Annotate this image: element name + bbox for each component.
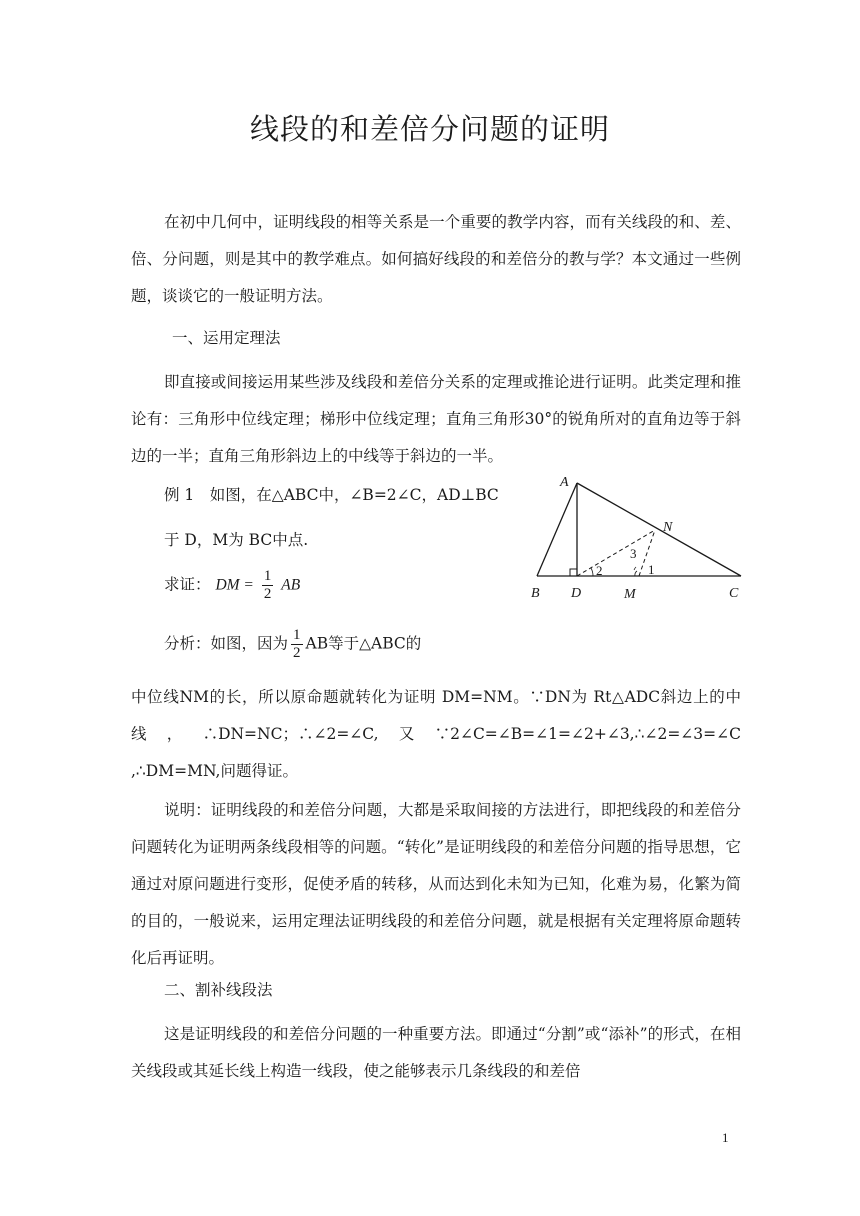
intro-paragraph: 在初中几何中，证明线段的相等关系是一个重要的教学内容，而有关线段的和、差、倍、分问题，则是其中的教学难点。如何搞好线段的和差倍分的教与学？本文通过一些例题，谈谈它的一般证明方法。 bbox=[131, 213, 741, 305]
angle-arc-2 bbox=[591, 568, 593, 576]
analysis-label: 分析：如图，因为 bbox=[164, 634, 289, 653]
angle-arc-1 bbox=[635, 571, 637, 576]
right-angle-mark bbox=[570, 569, 577, 576]
one-half-fraction bbox=[262, 568, 274, 603]
angle-label-3: 3 bbox=[630, 546, 637, 561]
angle-label-2: 2 bbox=[596, 563, 603, 578]
analysis-continuation: 中位线NM的长，所以原命题就转化为证明 DM=NM。∵DN为 Rt△ADC斜边上的中线，∴DN=NC；∴∠2=∠C,又∵2∠C=∠B=∠1=∠2+∠3,∴∠2=∠3=∠C ,∴DM=MN,问题得证。 bbox=[131, 688, 741, 780]
example1-line2: 于 D，M为 BC中点. bbox=[164, 531, 309, 549]
example1-line1: 例 1 如图，在△ABC中，∠B=2∠C，AD⊥BC bbox=[164, 486, 499, 504]
analysis-fraction bbox=[291, 627, 303, 662]
prove-label: 求证： bbox=[164, 575, 211, 594]
prove-lhs: DM = bbox=[215, 576, 254, 594]
label-d: D bbox=[571, 586, 582, 601]
label-c: C bbox=[729, 586, 739, 601]
angle-label-1: 1 bbox=[648, 562, 655, 577]
analysis-rhs: AB等于△ABC的 bbox=[305, 634, 422, 653]
segment-ab bbox=[537, 483, 577, 576]
triangle-figure bbox=[520, 470, 760, 610]
fraction-numerator: 1 bbox=[263, 568, 272, 584]
label-m: M bbox=[624, 587, 636, 602]
document-title: 线段的和差倍分问题的证明 bbox=[249, 112, 610, 146]
label-n: N bbox=[663, 520, 673, 535]
page-number: 1 bbox=[722, 1130, 729, 1145]
triangle-diagram bbox=[520, 470, 760, 610]
fraction-denominator: 2 bbox=[263, 586, 272, 602]
section1-heading: 一、运用定理法 bbox=[172, 329, 281, 347]
example1-prove bbox=[164, 568, 300, 603]
segment-dn bbox=[577, 530, 655, 576]
label-b: B bbox=[531, 586, 540, 601]
section1-paragraph: 即直接或间接运用某些涉及线段和差倍分关系的定理或推论进行证明。此类定理和推论有：三角形中位线定理；梯形中位线定理；直角三角形30°的锐角所对的直角边等于斜边的一半；直角三角形斜边上的中线等于斜边的一半。 bbox=[131, 373, 741, 465]
analysis-fraction-numerator: 1 bbox=[293, 627, 301, 643]
note-paragraph: 说明：证明线段的和差倍分问题，大都是采取间接的方法进行，即把线段的和差倍分问题转化为证明两条线段相等的问题。“转化”是证明线段的和差倍分问题的指导思想，它通过对原问题进行变形，促使矛盾的转移，从而达到化未知为已知，化难为易，化繁为简的目的，一般说来，运用定理法证明线段的和差倍分问题，就是根据有关定理将原命题转化后再证明。 bbox=[131, 801, 741, 967]
example1-analysis-line bbox=[164, 627, 421, 662]
analysis-fraction-denominator: 2 bbox=[293, 645, 301, 661]
label-a: A bbox=[560, 475, 569, 490]
section2-paragraph: 这是证明线段的和差倍分问题的一种重要方法。即通过“分割”或“添补”的形式，在相关线段或其延长线上构造一线段，使之能够表示几条线段的和差倍 bbox=[131, 1025, 741, 1080]
prove-rhs: AB bbox=[281, 576, 301, 594]
section2-heading: 二、割补线段法 bbox=[164, 981, 273, 999]
angle-arc-3 bbox=[634, 567, 636, 570]
